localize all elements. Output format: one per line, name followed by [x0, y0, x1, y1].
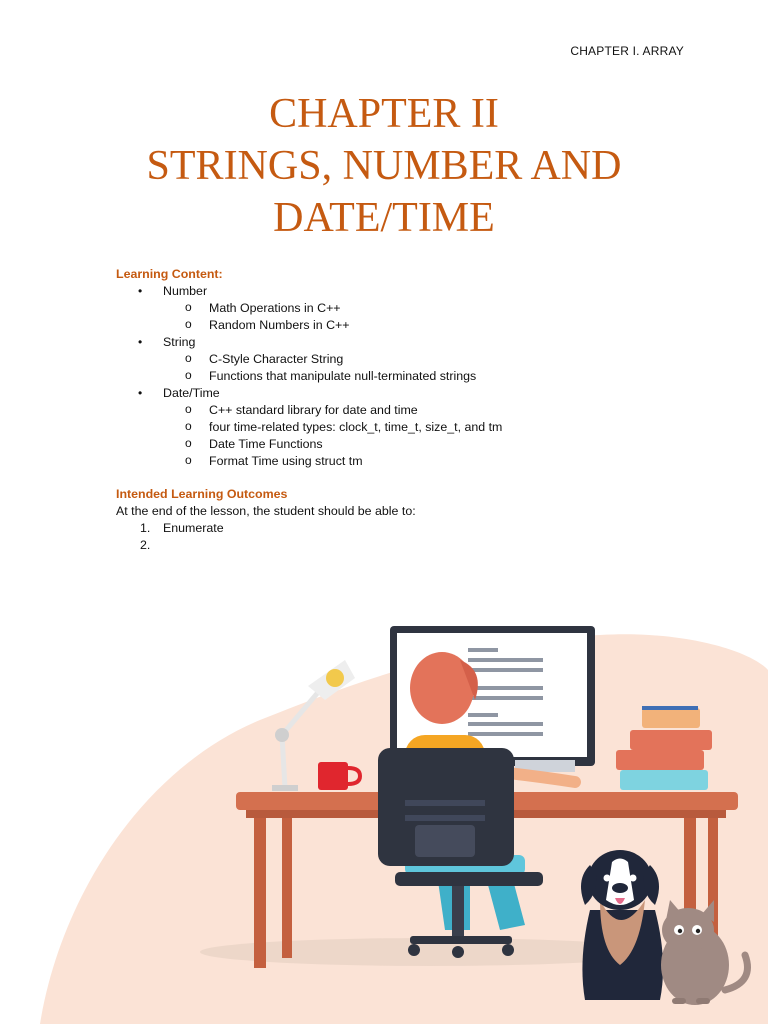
circle-bullet-icon: o	[185, 419, 192, 433]
study-desk-illustration	[0, 600, 768, 1024]
title-line-2: STRINGS, NUMBER AND	[146, 143, 622, 189]
outcome-number: 1.	[140, 521, 151, 535]
subtopic-list	[163, 402, 676, 470]
outcomes-intro: At the end of the lesson, the student should be able to:	[116, 504, 416, 518]
topic-label: Number	[163, 284, 208, 298]
subtopic-label: Functions that manipulate null-terminated strings	[209, 369, 477, 383]
subtopic-label: Format Time using struct tm	[209, 454, 363, 468]
topic-label: Date/Time	[163, 386, 220, 400]
subtopic-label: four time-related types: clock_t, time_t, size_t, and tm	[209, 420, 503, 434]
subtopic-item	[163, 368, 676, 385]
subtopic-item	[163, 317, 676, 334]
subtopic-label: C++ standard library for date and time	[209, 403, 418, 417]
subtopic-label: Date Time Functions	[209, 437, 323, 451]
outcomes-heading: Intended Learning Outcomes	[116, 487, 288, 501]
dog-icon	[581, 850, 663, 1000]
learning-content-heading: Learning Content:	[116, 267, 223, 281]
subtopic-item	[163, 419, 676, 436]
subtopic-list	[163, 351, 676, 385]
topic-list	[116, 283, 676, 470]
running-header: CHAPTER I. ARRAY	[570, 44, 684, 58]
bullet-icon: •	[138, 284, 143, 298]
outcome-item	[116, 520, 676, 537]
subtopic-label: Math Operations in C++	[209, 301, 341, 315]
bullet-icon: •	[138, 335, 143, 349]
subtopic-list	[163, 300, 676, 334]
main-content	[116, 266, 676, 552]
subtopic-item	[163, 402, 676, 419]
circle-bullet-icon: o	[185, 402, 192, 416]
circle-bullet-icon: o	[185, 351, 192, 365]
bullet-icon: •	[138, 386, 143, 400]
subtopic-item	[163, 453, 676, 470]
outcome-list	[116, 520, 676, 552]
circle-bullet-icon: o	[185, 436, 192, 450]
outcomes-section	[116, 486, 676, 552]
subtopic-item	[163, 300, 676, 317]
circle-bullet-icon: o	[185, 317, 192, 331]
topic-label: String	[163, 335, 196, 349]
topic-item	[116, 334, 676, 385]
circle-bullet-icon: o	[185, 453, 192, 467]
topic-item	[116, 385, 676, 470]
subtopic-label: C-Style Character String	[209, 352, 344, 366]
outcome-number: 2.	[140, 538, 151, 552]
outcome-text: Enumerate	[163, 521, 224, 535]
topic-item	[116, 283, 676, 334]
subtopic-item	[163, 351, 676, 368]
title-line-1: CHAPTER II	[269, 91, 499, 137]
chapter-title	[0, 88, 768, 244]
subtopic-item	[163, 436, 676, 453]
circle-bullet-icon: o	[185, 300, 192, 314]
title-line-3: DATE/TIME	[273, 195, 495, 241]
subtopic-label: Random Numbers in C++	[209, 318, 350, 332]
circle-bullet-icon: o	[185, 368, 192, 382]
